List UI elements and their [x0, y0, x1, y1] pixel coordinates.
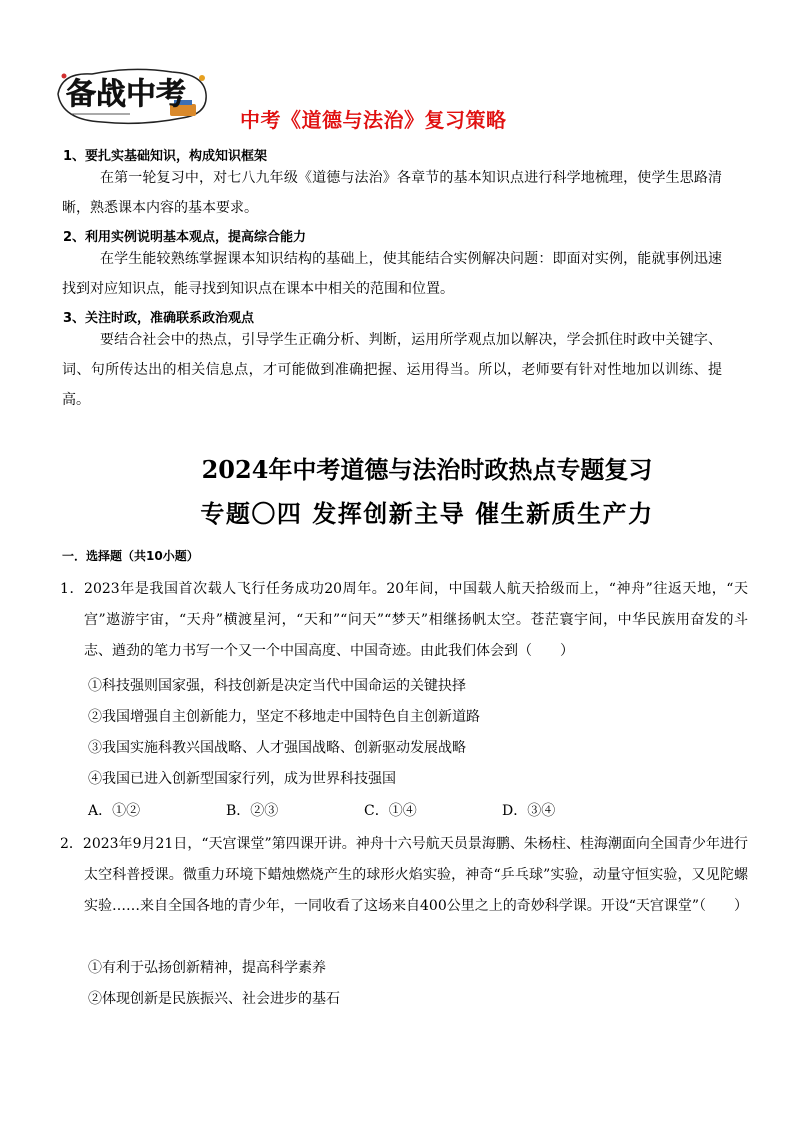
document-title: 中考《道德与法治》复习策略: [240, 108, 507, 132]
strategy-heading-1: 1、要扎实基础知识，构成知识框架: [63, 149, 268, 164]
logo-text: 备战中考: [66, 77, 186, 112]
choice-d[interactable]: D．③④: [502, 803, 556, 819]
logo: [52, 64, 212, 130]
question-2-item-2: ②体现创新是民族振兴、社会进步的基石: [88, 991, 340, 1007]
question-1-item-4: ④我国已进入创新型国家行列，成为世界科技强国: [88, 771, 396, 787]
strategy-heading-3: 3、关注时政，准确联系政治观点: [63, 311, 255, 326]
choice-c[interactable]: C．①④: [364, 803, 417, 819]
question-1-stem: 1．2023年是我国首次载人飞行任务成功20周年。20年间，中国载人航天拾级而上，“神舟”往返天地，“天宫”遨游宇宙，“天舟”横渡星河，“天和”“问天”“梦天”相继扬帆太空。苍茫寰宇间，中华民族用奋发的斗志、遒劲的笔力书写一个又一个中国高度、中国奇迹。由此我们体会到（ ）: [60, 581, 748, 659]
choice-b[interactable]: B．②③: [226, 803, 279, 819]
question-1-item-3: ③我国实施科教兴国战略、人才强国战略、创新驱动发展战略: [88, 740, 466, 756]
strategy-heading-2: 2、利用实例说明基本观点，提高综合能力: [63, 230, 307, 245]
strategy-body-1: 在第一轮复习中，对七八九年级《道德与法治》各章节的基本知识点进行科学地梳理，使学生思路清晰，熟悉课本内容的基本要求。: [62, 170, 722, 216]
question-1-item-2: ②我国增强自主创新能力，坚定不移地走中国特色自主创新道路: [88, 709, 480, 725]
question-2-stem: 2．2023年9月21日，“天宫课堂”第四课开讲。神舟十六号航天员景海鹏、朱杨柱、桂海潮面向全国青少年进行太空科普授课。微重力环境下蜡烛燃烧产生的球形火焰实验，神奇“乒乓球”实验，动量守恒实验，又见陀螺实验……来自全国各地的青少年，一同收看了这场来自400公里之上的奇妙科学课。开设“天宫课堂”（ ）: [60, 836, 749, 914]
question-1-choices: [88, 800, 640, 820]
strategy-body-2: 在学生能较熟练掌握课本知识结构的基础上，使其能结合实例解决问题：即面对实例，能就事例迅速找到对应知识点，能寻找到知识点在课本中相关的范围和位置。: [62, 251, 722, 297]
question-1-item-1: ①科技强则国家强，科技创新是决定当代中国命运的关键抉择: [88, 678, 466, 694]
part-heading: 一．选择题（共10小题）: [62, 549, 199, 563]
main-title: 2024年中考道德与法治时政热点专题复习: [201, 455, 653, 484]
choice-a[interactable]: A．①②: [88, 803, 141, 819]
strategy-body-3: 要结合社会中的热点，引导学生正确分析、判断，运用所学观点加以解决，学会抓住时政中关键字、词、句所传达出的相关信息点，才可能做到准确把握、运用得当。所以，老师要有针对性地加以训练、提高。: [62, 332, 722, 408]
sub-title: 专题〇四 发挥创新主导 催生新质生产力: [200, 499, 654, 528]
question-2-item-1: ①有利于弘扬创新精神，提高科学素养: [88, 960, 326, 976]
